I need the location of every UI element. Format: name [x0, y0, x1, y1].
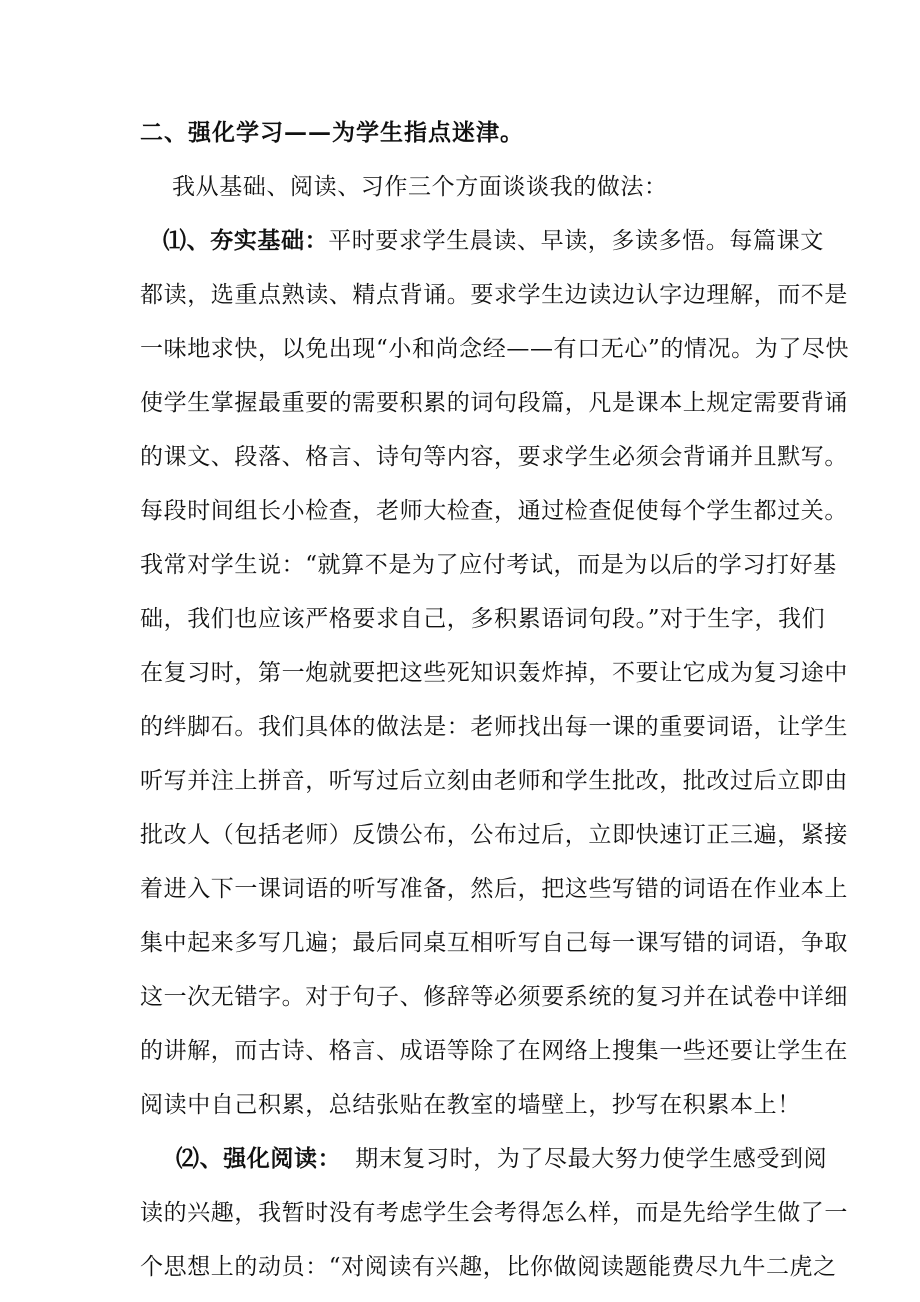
- section2-first-line-text: 期末复习时，为了尽最大努力使学生感受到阅: [355, 1146, 828, 1172]
- paragraph-line: 这一次无错字。对于句子、修辞等必须要系统的复习并在试卷中详细: [140, 984, 848, 1010]
- paragraph-line: 读的兴趣，我暂时没有考虑学生会考得怎么样，而是先给学生做了一: [140, 1200, 848, 1226]
- section-heading: 二、强化学习——为学生指点迷津。: [140, 119, 524, 146]
- paragraph-line: 在复习时，第一炮就要把这些死知识轰炸掉，不要让它成为复习途中: [140, 660, 848, 686]
- section2-label: ⑵、强化阅读：: [176, 1145, 342, 1172]
- intro-paragraph: 我从基础、阅读、习作三个方面谈谈我的做法：: [172, 174, 668, 200]
- section2-first-line: [176, 1144, 827, 1174]
- paragraph-line: 集中起来多写几遍；最后同桌互相听写自己每一课写错的词语，争取: [140, 930, 848, 956]
- paragraph-line: 的绊脚石。我们具体的做法是：老师找出每一课的重要词语，让学生: [140, 714, 848, 740]
- paragraph-line: 个思想上的动员：“对阅读有兴趣，比你做阅读题能费尽九牛二虎之: [140, 1254, 837, 1280]
- paragraph-line: 我常对学生说：“就算不是为了应付考试，而是为以后的学习打好基: [140, 552, 837, 578]
- paragraph-line: 的课文、段落、格言、诗句等内容，要求学生必须会背诵并且默写。: [140, 444, 848, 470]
- section1-label: ⑴、夯实基础：: [163, 227, 329, 254]
- paragraph-line: 使学生掌握最重要的需要积累的词句段篇，凡是课本上规定需要背诵: [140, 390, 848, 416]
- paragraph-line: 阅读中自己积累，总结张贴在教室的墙壁上，抄写在积累本上！: [140, 1092, 801, 1118]
- paragraph-line: 一味地求快，以免出现“小和尚念经——有口无心”的情况。为了尽快: [140, 336, 850, 362]
- paragraph-line: 每段时间组长小检查，老师大检查，通过检查促使每个学生都过关。: [140, 498, 848, 524]
- section1-first-line-text: 平时要求学生晨读、早读，多读多悟。每篇课文: [328, 228, 824, 254]
- paragraph-line: 础，我们也应该严格要求自己，多积累语词句段。”对于生字，我们: [140, 606, 826, 632]
- paragraph-line: 着进入下一课词语的听写准备，然后，把这些写错的词语在作业本上: [140, 876, 848, 902]
- paragraph-line: 的讲解，而古诗、格言、成语等除了在网络上搜集一些还要让学生在: [140, 1038, 848, 1064]
- paragraph-line: 批改人（包括老师）反馈公布，公布过后，立即快速订正三遍，紧接: [140, 822, 848, 848]
- section1-first-line: [163, 226, 824, 256]
- paragraph-line: 听写并注上拼音，听写过后立刻由老师和学生批改，批改过后立即由: [140, 768, 848, 794]
- paragraph-line: 都读，选重点熟读、精点背诵。要求学生边读边认字边理解，而不是: [140, 282, 848, 308]
